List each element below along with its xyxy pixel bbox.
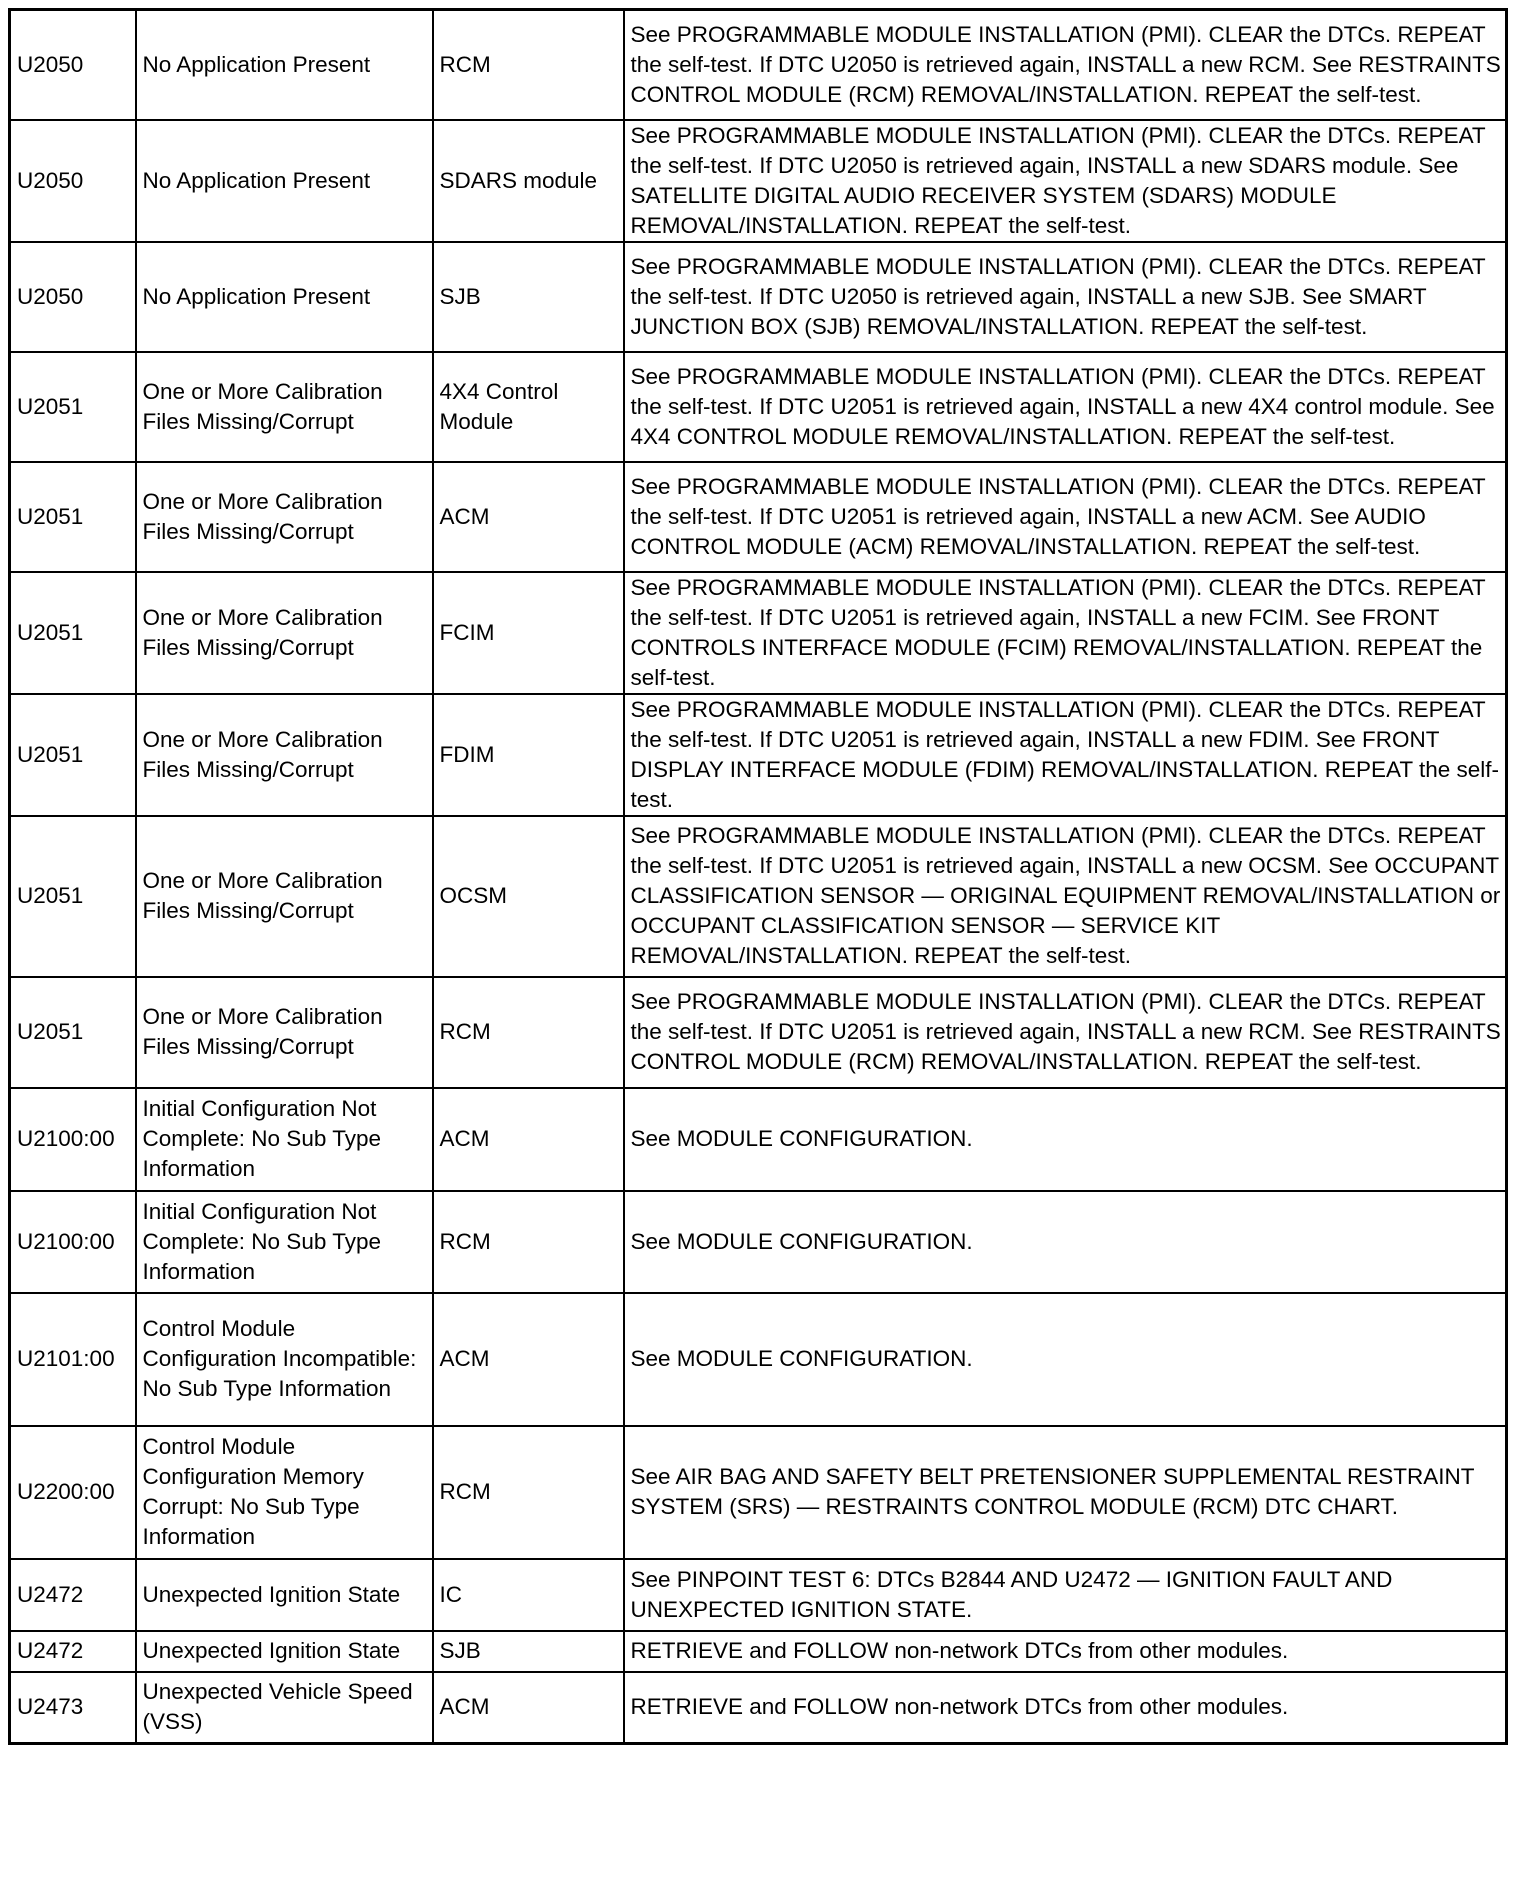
dtc-code: U2051 xyxy=(10,694,136,816)
dtc-action: See PROGRAMMABLE MODULE INSTALLATION (PMI). CLEAR the DTCs. REPEAT the self-test. If DTC U2051 is retrieved again, INSTALL a new OCSM. See OCCUPANT CLASSIFICATION SENSOR — ORIGINAL EQUIPMENT REMOVAL/INSTALLATION or OCCUPANT CLASSIFICATION SENSOR — SERVICE KIT REMOVAL/INSTALLATION. REPEAT the self-test. xyxy=(624,816,1507,977)
dtc-module: 4X4 Control Module xyxy=(433,352,624,462)
dtc-module: SJB xyxy=(433,242,624,352)
dtc-action: See MODULE CONFIGURATION. xyxy=(624,1088,1507,1191)
table-row xyxy=(10,1088,1507,1191)
dtc-action: See PROGRAMMABLE MODULE INSTALLATION (PMI). CLEAR the DTCs. REPEAT the self-test. If DTC U2050 is retrieved again, INSTALL a new RCM. See RESTRAINTS CONTROL MODULE (RCM) REMOVAL/INSTALLATION. REPEAT the self-test. xyxy=(624,10,1507,120)
dtc-action: See AIR BAG AND SAFETY BELT PRETENSIONER SUPPLEMENTAL RESTRAINT SYSTEM (SRS) — RESTRAINTS CONTROL MODULE (RCM) DTC CHART. xyxy=(624,1426,1507,1559)
dtc-description: Unexpected Ignition State xyxy=(136,1631,433,1672)
dtc-module: FDIM xyxy=(433,694,624,816)
dtc-code: U2100:00 xyxy=(10,1088,136,1191)
table-row xyxy=(10,1426,1507,1559)
dtc-code: U2051 xyxy=(10,977,136,1088)
table-row xyxy=(10,1631,1507,1672)
dtc-module: RCM xyxy=(433,1426,624,1559)
dtc-description: One or More Calibration Files Missing/Corrupt xyxy=(136,462,433,572)
dtc-code: U2100:00 xyxy=(10,1191,136,1293)
dtc-module: SJB xyxy=(433,1631,624,1672)
dtc-table xyxy=(8,8,1508,1745)
dtc-table-document xyxy=(8,8,1505,1745)
dtc-code: U2473 xyxy=(10,1672,136,1744)
dtc-code: U2472 xyxy=(10,1631,136,1672)
dtc-description: One or More Calibration Files Missing/Corrupt xyxy=(136,352,433,462)
dtc-code: U2051 xyxy=(10,816,136,977)
dtc-description: Initial Configuration Not Complete: No Sub Type Information xyxy=(136,1191,433,1293)
dtc-action: See PROGRAMMABLE MODULE INSTALLATION (PMI). CLEAR the DTCs. REPEAT the self-test. If DTC U2050 is retrieved again, INSTALL a new SJB. See SMART JUNCTION BOX (SJB) REMOVAL/INSTALLATION. REPEAT the self-test. xyxy=(624,242,1507,352)
dtc-description: No Application Present xyxy=(136,10,433,120)
dtc-module: OCSM xyxy=(433,816,624,977)
table-row xyxy=(10,572,1507,694)
dtc-module: RCM xyxy=(433,10,624,120)
table-row xyxy=(10,10,1507,120)
dtc-action: See PROGRAMMABLE MODULE INSTALLATION (PMI). CLEAR the DTCs. REPEAT the self-test. If DTC U2051 is retrieved again, INSTALL a new ACM. See AUDIO CONTROL MODULE (ACM) REMOVAL/INSTALLATION. REPEAT the self-test. xyxy=(624,462,1507,572)
dtc-description: One or More Calibration Files Missing/Corrupt xyxy=(136,694,433,816)
table-row xyxy=(10,694,1507,816)
dtc-module: RCM xyxy=(433,1191,624,1293)
dtc-code: U2051 xyxy=(10,462,136,572)
dtc-description: No Application Present xyxy=(136,242,433,352)
table-row xyxy=(10,1559,1507,1631)
dtc-description: One or More Calibration Files Missing/Corrupt xyxy=(136,572,433,694)
dtc-action: See PINPOINT TEST 6: DTCs B2844 AND U2472 — IGNITION FAULT AND UNEXPECTED IGNITION STATE. xyxy=(624,1559,1507,1631)
dtc-code: U2101:00 xyxy=(10,1293,136,1426)
dtc-action: RETRIEVE and FOLLOW non-network DTCs from other modules. xyxy=(624,1672,1507,1744)
table-row xyxy=(10,242,1507,352)
dtc-description: Unexpected Ignition State xyxy=(136,1559,433,1631)
dtc-code: U2051 xyxy=(10,352,136,462)
dtc-description: Control Module Configuration Memory Corrupt: No Sub Type Information xyxy=(136,1426,433,1559)
dtc-action: See PROGRAMMABLE MODULE INSTALLATION (PMI). CLEAR the DTCs. REPEAT the self-test. If DTC U2051 is retrieved again, INSTALL a new FCIM. See FRONT CONTROLS INTERFACE MODULE (FCIM) REMOVAL/INSTALLATION. REPEAT the self-test. xyxy=(624,572,1507,694)
dtc-module: SDARS module xyxy=(433,120,624,242)
dtc-module: ACM xyxy=(433,1672,624,1744)
dtc-action: See MODULE CONFIGURATION. xyxy=(624,1191,1507,1293)
dtc-description: Initial Configuration Not Complete: No Sub Type Information xyxy=(136,1088,433,1191)
dtc-description: One or More Calibration Files Missing/Corrupt xyxy=(136,816,433,977)
table-row xyxy=(10,1191,1507,1293)
dtc-module: ACM xyxy=(433,1293,624,1426)
dtc-action: See PROGRAMMABLE MODULE INSTALLATION (PMI). CLEAR the DTCs. REPEAT the self-test. If DTC U2051 is retrieved again, INSTALL a new RCM. See RESTRAINTS CONTROL MODULE (RCM) REMOVAL/INSTALLATION. REPEAT the self-test. xyxy=(624,977,1507,1088)
table-row xyxy=(10,120,1507,242)
table-row xyxy=(10,977,1507,1088)
dtc-module: ACM xyxy=(433,462,624,572)
table-row xyxy=(10,352,1507,462)
dtc-description: No Application Present xyxy=(136,120,433,242)
dtc-action: See PROGRAMMABLE MODULE INSTALLATION (PMI). CLEAR the DTCs. REPEAT the self-test. If DTC U2051 is retrieved again, INSTALL a new FDIM. See FRONT DISPLAY INTERFACE MODULE (FDIM) REMOVAL/INSTALLATION. REPEAT the self-test. xyxy=(624,694,1507,816)
dtc-module: RCM xyxy=(433,977,624,1088)
table-row xyxy=(10,462,1507,572)
table-row xyxy=(10,816,1507,977)
dtc-code: U2050 xyxy=(10,10,136,120)
dtc-action: See PROGRAMMABLE MODULE INSTALLATION (PMI). CLEAR the DTCs. REPEAT the self-test. If DTC U2050 is retrieved again, INSTALL a new SDARS module. See SATELLITE DIGITAL AUDIO RECEIVER SYSTEM (SDARS) MODULE REMOVAL/INSTALLATION. REPEAT the self-test. xyxy=(624,120,1507,242)
dtc-code: U2050 xyxy=(10,242,136,352)
dtc-module: IC xyxy=(433,1559,624,1631)
table-row xyxy=(10,1672,1507,1744)
dtc-action: See MODULE CONFIGURATION. xyxy=(624,1293,1507,1426)
dtc-code: U2200:00 xyxy=(10,1426,136,1559)
dtc-action: RETRIEVE and FOLLOW non-network DTCs from other modules. xyxy=(624,1631,1507,1672)
dtc-code: U2472 xyxy=(10,1559,136,1631)
dtc-module: FCIM xyxy=(433,572,624,694)
dtc-module: ACM xyxy=(433,1088,624,1191)
dtc-description: Control Module Configuration Incompatible: No Sub Type Information xyxy=(136,1293,433,1426)
dtc-code: U2050 xyxy=(10,120,136,242)
table-row xyxy=(10,1293,1507,1426)
dtc-description: One or More Calibration Files Missing/Corrupt xyxy=(136,977,433,1088)
dtc-action: See PROGRAMMABLE MODULE INSTALLATION (PMI). CLEAR the DTCs. REPEAT the self-test. If DTC U2051 is retrieved again, INSTALL a new 4X4 control module. See 4X4 CONTROL MODULE REMOVAL/INSTALLATION. REPEAT the self-test. xyxy=(624,352,1507,462)
dtc-description: Unexpected Vehicle Speed (VSS) xyxy=(136,1672,433,1744)
dtc-code: U2051 xyxy=(10,572,136,694)
